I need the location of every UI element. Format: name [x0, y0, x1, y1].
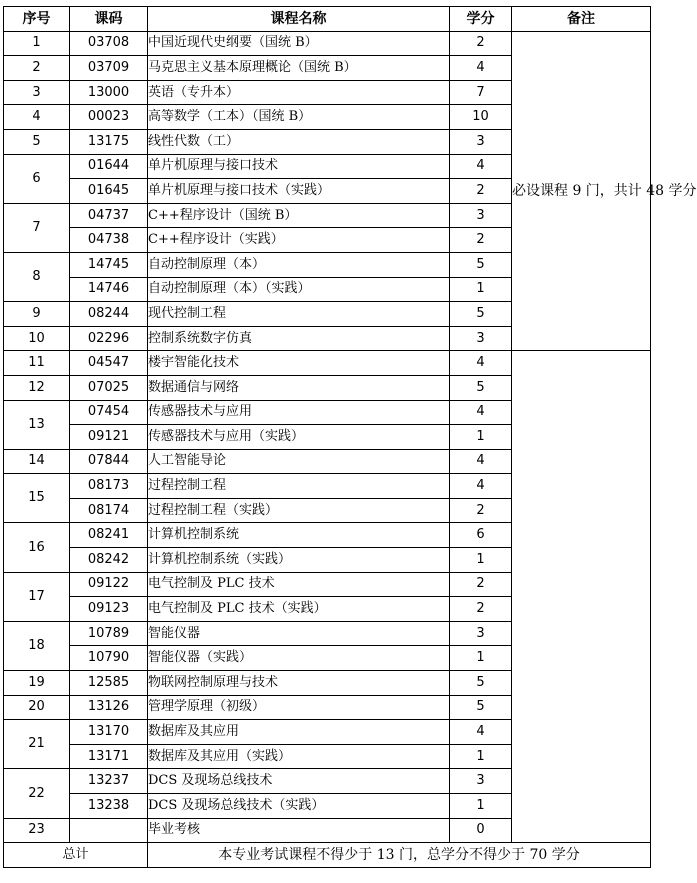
course-code: 10789 [70, 621, 148, 646]
course-name: 电气控制及 PLC 技术 [148, 572, 450, 597]
course-name: 中国近现代史纲要（国统 B） [148, 31, 450, 56]
table-row [4, 597, 651, 622]
table-row [4, 375, 651, 400]
course-name: 高等数学（工本）（国统 B） [148, 105, 450, 130]
course-credit: 2 [450, 572, 512, 597]
course-credit: 5 [450, 302, 512, 327]
course-code: 09123 [70, 597, 148, 622]
course-code [70, 818, 148, 843]
row-index: 19 [4, 671, 70, 696]
row-index: 8 [4, 252, 70, 301]
course-name: 线性代数（工） [148, 129, 450, 154]
row-index: 5 [4, 129, 70, 154]
course-name: DCS 及现场总线技术（实践） [148, 794, 450, 819]
course-name: 智能仪器 [148, 621, 450, 646]
table-row [4, 572, 651, 597]
row-index: 17 [4, 572, 70, 621]
course-code: 08244 [70, 302, 148, 327]
row-index: 22 [4, 769, 70, 818]
course-name: 单片机原理与接口技术（实践） [148, 179, 450, 204]
table-row [4, 548, 651, 573]
row-index: 18 [4, 621, 70, 670]
course-credit: 7 [450, 80, 512, 105]
course-credit: 4 [450, 449, 512, 474]
course-name: C++程序设计（实践） [148, 228, 450, 253]
course-credit: 6 [450, 523, 512, 548]
row-index: 4 [4, 105, 70, 130]
course-code: 04547 [70, 351, 148, 376]
course-credit: 2 [450, 31, 512, 56]
remark-note: 必设课程 9 门，共计 48 学分 [512, 31, 651, 351]
course-name: 物联网控制原理与技术 [148, 671, 450, 696]
row-index: 3 [4, 80, 70, 105]
course-credit: 2 [450, 179, 512, 204]
course-code: 04737 [70, 203, 148, 228]
course-name: 数据库及其应用（实践） [148, 744, 450, 769]
header-row [4, 7, 651, 32]
course-name: 自动控制原理（本） [148, 252, 450, 277]
row-index: 11 [4, 351, 70, 376]
course-credit: 0 [450, 818, 512, 843]
row-index: 15 [4, 474, 70, 523]
course-credit: 5 [450, 671, 512, 696]
course-credit: 10 [450, 105, 512, 130]
course-name: DCS 及现场总线技术 [148, 769, 450, 794]
course-credit: 1 [450, 277, 512, 302]
table-row [4, 621, 651, 646]
row-index: 20 [4, 695, 70, 720]
course-code: 13237 [70, 769, 148, 794]
course-code: 03708 [70, 31, 148, 56]
table-row [4, 523, 651, 548]
course-code: 10790 [70, 646, 148, 671]
course-name: 楼宇智能化技术 [148, 351, 450, 376]
total-text: 本专业考试课程不得少于 13 门，总学分不得少于 70 学分 [148, 843, 651, 868]
course-credit: 5 [450, 695, 512, 720]
table-body [4, 31, 697, 843]
course-credit: 1 [450, 794, 512, 819]
course-name: 数据通信与网络 [148, 375, 450, 400]
course-credit: 2 [450, 228, 512, 253]
course-code: 02296 [70, 326, 148, 351]
course-credit: 3 [450, 129, 512, 154]
row-index: 13 [4, 400, 70, 449]
total-label: 总计 [4, 843, 148, 868]
table-row [4, 449, 651, 474]
table-row [4, 31, 651, 56]
course-name: 马克思主义基本原理概论（国统 B） [148, 56, 450, 81]
course-code: 01644 [70, 154, 148, 179]
course-credit: 3 [450, 769, 512, 794]
course-name: 传感器技术与应用 [148, 400, 450, 425]
course-name: C++程序设计（国统 B） [148, 203, 450, 228]
header-index: 序号 [4, 7, 70, 32]
course-name: 现代控制工程 [148, 302, 450, 327]
course-credit: 3 [450, 621, 512, 646]
course-credit: 1 [450, 425, 512, 450]
course-credit: 2 [450, 498, 512, 523]
row-index: 7 [4, 203, 70, 252]
course-name: 数据库及其应用 [148, 720, 450, 745]
course-name: 电气控制及 PLC 技术（实践） [148, 597, 450, 622]
course-code: 07844 [70, 449, 148, 474]
course-name: 智能仪器（实践） [148, 646, 450, 671]
course-name: 传感器技术与应用（实践） [148, 425, 450, 450]
course-credit: 3 [450, 203, 512, 228]
course-code: 14746 [70, 277, 148, 302]
course-code: 08242 [70, 548, 148, 573]
total-row [4, 843, 651, 868]
course-code: 13000 [70, 80, 148, 105]
table-row [4, 400, 651, 425]
row-index: 2 [4, 56, 70, 81]
table-row [4, 646, 651, 671]
course-code: 07025 [70, 375, 148, 400]
course-code: 08174 [70, 498, 148, 523]
course-credit: 5 [450, 375, 512, 400]
course-table [3, 6, 697, 868]
table-row [4, 769, 651, 794]
course-code: 12585 [70, 671, 148, 696]
course-name: 控制系统数字仿真 [148, 326, 450, 351]
course-credit: 2 [450, 597, 512, 622]
course-code: 08241 [70, 523, 148, 548]
table-row [4, 720, 651, 745]
course-credit: 4 [450, 154, 512, 179]
course-credit: 4 [450, 400, 512, 425]
table-row [4, 425, 651, 450]
course-name: 自动控制原理（本）（实践） [148, 277, 450, 302]
course-credit: 5 [450, 252, 512, 277]
course-name: 人工智能导论 [148, 449, 450, 474]
course-name: 单片机原理与接口技术 [148, 154, 450, 179]
table-row [4, 744, 651, 769]
course-credit: 3 [450, 326, 512, 351]
row-index: 6 [4, 154, 70, 203]
course-code: 08173 [70, 474, 148, 499]
row-index: 21 [4, 720, 70, 769]
course-credit: 4 [450, 351, 512, 376]
table-row [4, 818, 651, 843]
row-index: 23 [4, 818, 70, 843]
course-name: 过程控制工程 [148, 474, 450, 499]
course-code: 13171 [70, 744, 148, 769]
course-code: 13175 [70, 129, 148, 154]
header-note: 备注 [512, 7, 651, 32]
row-index: 12 [4, 375, 70, 400]
table-row [4, 498, 651, 523]
course-name: 计算机控制系统 [148, 523, 450, 548]
course-name: 管理学原理（初级） [148, 695, 450, 720]
course-credit: 4 [450, 474, 512, 499]
course-code: 03709 [70, 56, 148, 81]
course-credit: 4 [450, 720, 512, 745]
course-name: 计算机控制系统（实践） [148, 548, 450, 573]
course-code: 04738 [70, 228, 148, 253]
row-index: 1 [4, 31, 70, 56]
course-code: 00023 [70, 105, 148, 130]
row-index: 16 [4, 523, 70, 572]
course-code: 14745 [70, 252, 148, 277]
course-code: 01645 [70, 179, 148, 204]
table-row [4, 351, 651, 376]
table-row [4, 794, 651, 819]
course-credit: 1 [450, 646, 512, 671]
header-name: 课程名称 [148, 7, 450, 32]
course-code: 09121 [70, 425, 148, 450]
course-name: 英语（专升本） [148, 80, 450, 105]
course-credit: 4 [450, 56, 512, 81]
course-code: 07454 [70, 400, 148, 425]
row-index: 10 [4, 326, 70, 351]
row-index: 9 [4, 302, 70, 327]
table-row [4, 695, 651, 720]
course-credit: 1 [450, 744, 512, 769]
course-code: 13126 [70, 695, 148, 720]
course-code: 09122 [70, 572, 148, 597]
course-code: 13170 [70, 720, 148, 745]
table-row [4, 671, 651, 696]
course-code: 13238 [70, 794, 148, 819]
course-credit: 1 [450, 548, 512, 573]
table-row [4, 474, 651, 499]
header-credit: 学分 [450, 7, 512, 32]
course-name: 过程控制工程（实践） [148, 498, 450, 523]
course-name: 毕业考核 [148, 818, 450, 843]
header-code: 课码 [70, 7, 148, 32]
row-index: 14 [4, 449, 70, 474]
